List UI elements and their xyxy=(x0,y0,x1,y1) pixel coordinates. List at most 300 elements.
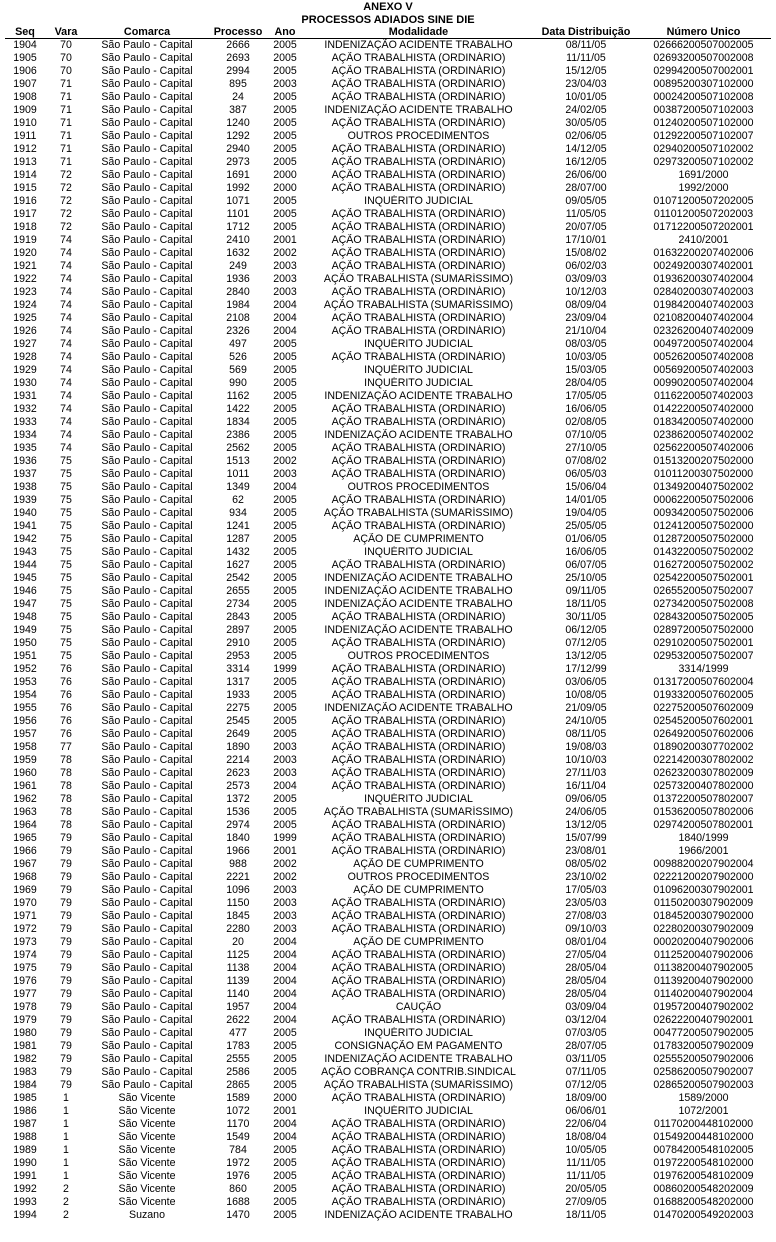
cell-comarca: São Paulo - Capital xyxy=(101,754,193,766)
cell-seq: 1946 xyxy=(13,585,37,597)
cell-modalidade: AÇÃO TRABALHISTA (ORDINÁRIO) xyxy=(331,988,506,1000)
cell-comarca: São Paulo - Capital xyxy=(101,598,193,610)
cell-seq: 1940 xyxy=(13,507,37,519)
cell-processo: 860 xyxy=(229,1183,247,1195)
table-row xyxy=(5,390,771,403)
cell-data-distribuicao: 16/06/05 xyxy=(565,546,607,558)
table-row xyxy=(5,494,771,507)
cell-numero-unico: 02280200307902009 xyxy=(653,923,754,935)
cell-vara: 74 xyxy=(60,377,72,389)
cell-seq: 1986 xyxy=(13,1105,37,1117)
cell-ano: 2003 xyxy=(273,273,297,285)
cell-seq: 1934 xyxy=(13,429,37,441)
cell-comarca: São Vicente xyxy=(118,1118,176,1130)
column-header-processo: Processo xyxy=(207,27,269,39)
cell-modalidade: INDENIZAÇÃO ACIDENTE TRABALHO xyxy=(324,429,513,441)
cell-vara: 74 xyxy=(60,312,72,324)
cell-comarca: São Paulo - Capital xyxy=(101,897,193,909)
cell-modalidade: AÇÃO TRABALHISTA (ORDINÁRIO) xyxy=(331,715,506,727)
cell-data-distribuicao: 08/09/04 xyxy=(565,299,607,311)
cell-processo: 934 xyxy=(229,507,247,519)
cell-ano: 2005 xyxy=(273,1079,297,1091)
cell-seq: 1970 xyxy=(13,897,37,909)
cell-seq: 1932 xyxy=(13,403,37,415)
cell-vara: 75 xyxy=(60,481,72,493)
cell-comarca: São Paulo - Capital xyxy=(101,663,193,675)
cell-vara: 70 xyxy=(60,39,72,51)
cell-data-distribuicao: 13/12/05 xyxy=(565,819,607,831)
cell-processo: 1890 xyxy=(226,741,250,753)
cell-ano: 2005 xyxy=(273,1040,297,1052)
cell-modalidade: AÇÃO TRABALHISTA (ORDINÁRIO) xyxy=(331,260,506,272)
table-row xyxy=(5,962,771,975)
cell-seq: 1916 xyxy=(13,195,37,207)
cell-ano: 2005 xyxy=(273,702,297,714)
cell-modalidade: INQUÉRITO JUDICIAL xyxy=(364,377,473,389)
cell-vara: 79 xyxy=(60,975,72,987)
cell-ano: 2003 xyxy=(273,260,297,272)
cell-processo: 1688 xyxy=(226,1196,250,1208)
cell-seq: 1941 xyxy=(13,520,37,532)
cell-modalidade: OUTROS PROCEDIMENTOS xyxy=(347,481,490,493)
cell-data-distribuicao: 11/05/05 xyxy=(565,208,607,220)
cell-modalidade: AÇÃO DE CUMPRIMENTO xyxy=(353,884,484,896)
cell-modalidade: AÇÃO TRABALHISTA (ORDINÁRIO) xyxy=(331,754,506,766)
cell-seq: 1917 xyxy=(13,208,37,220)
cell-comarca: São Paulo - Capital xyxy=(101,104,193,116)
column-header-seq: Seq xyxy=(5,27,45,39)
cell-numero-unico: 01432200507502002 xyxy=(653,546,754,558)
cell-numero-unico: 02865200507902003 xyxy=(653,1079,754,1091)
table-row xyxy=(5,364,771,377)
cell-data-distribuicao: 18/09/00 xyxy=(565,1092,607,1104)
cell-vara: 1 xyxy=(63,1118,69,1130)
cell-vara: 72 xyxy=(60,169,72,181)
cell-data-distribuicao: 11/11/05 xyxy=(566,52,606,64)
table-row xyxy=(5,559,771,572)
cell-comarca: São Paulo - Capital xyxy=(101,481,193,493)
cell-numero-unico: 02622200407902001 xyxy=(653,1014,754,1026)
cell-ano: 2005 xyxy=(273,650,297,662)
cell-processo: 497 xyxy=(229,338,247,350)
cell-modalidade: INDENIZAÇÃO ACIDENTE TRABALHO xyxy=(324,585,513,597)
cell-vara: 72 xyxy=(60,182,72,194)
cell-modalidade: AÇÃO TRABALHISTA (ORDINÁRIO) xyxy=(331,1144,506,1156)
cell-numero-unico: 01972200548102000 xyxy=(653,1157,754,1169)
cell-modalidade: AÇÃO TRABALHISTA (ORDINÁRIO) xyxy=(331,1170,506,1182)
cell-seq: 1905 xyxy=(13,52,37,64)
cell-numero-unico: 02586200507902007 xyxy=(653,1066,754,1078)
cell-ano: 2001 xyxy=(273,845,297,857)
cell-vara: 75 xyxy=(60,546,72,558)
cell-processo: 387 xyxy=(229,104,247,116)
cell-ano: 2004 xyxy=(273,949,297,961)
cell-vara: 71 xyxy=(60,156,72,168)
table-row xyxy=(5,533,771,546)
cell-processo: 2562 xyxy=(226,442,250,454)
cell-ano: 2005 xyxy=(273,546,297,558)
cell-processo: 2649 xyxy=(226,728,250,740)
cell-vara: 78 xyxy=(60,780,72,792)
cell-modalidade: AÇÃO TRABALHISTA (ORDINÁRIO) xyxy=(331,416,506,428)
cell-vara: 78 xyxy=(60,793,72,805)
cell-data-distribuicao: 10/01/05 xyxy=(565,91,607,103)
cell-processo: 1011 xyxy=(226,468,250,480)
cell-numero-unico: 02693200507002008 xyxy=(653,52,754,64)
cell-numero-unico: 00934200507502006 xyxy=(653,507,754,519)
cell-numero-unico: 01890200307702002 xyxy=(653,741,754,753)
cell-processo: 2386 xyxy=(226,429,250,441)
cell-seq: 1945 xyxy=(13,572,37,584)
cell-ano: 2002 xyxy=(273,858,297,870)
cell-comarca: São Paulo - Capital xyxy=(101,91,193,103)
cell-processo: 1349 xyxy=(226,481,250,493)
cell-modalidade: AÇÃO TRABALHISTA (SUMARÍSSIMO) xyxy=(323,1079,514,1091)
cell-seq: 1977 xyxy=(13,988,37,1000)
cell-vara: 79 xyxy=(60,845,72,857)
cell-ano: 2003 xyxy=(273,884,297,896)
cell-comarca: São Paulo - Capital xyxy=(101,312,193,324)
table-row xyxy=(5,1001,771,1014)
cell-ano: 2005 xyxy=(273,533,297,545)
cell-seq: 1979 xyxy=(13,1014,37,1026)
cell-modalidade: INDENIZAÇÃO ACIDENTE TRABALHO xyxy=(324,104,513,116)
cell-comarca: São Paulo - Capital xyxy=(101,1027,193,1039)
cell-processo: 1071 xyxy=(226,195,250,207)
cell-modalidade: AÇÃO TRABALHISTA (SUMARÍSSIMO) xyxy=(323,273,514,285)
table-row xyxy=(5,624,771,637)
cell-processo: 1470 xyxy=(226,1209,250,1221)
cell-numero-unico: 02108200407402004 xyxy=(653,312,754,324)
cell-numero-unico: 00020200407902006 xyxy=(653,936,754,948)
cell-processo: 2897 xyxy=(226,624,250,636)
cell-processo: 1162 xyxy=(226,390,250,402)
table-row xyxy=(5,767,771,780)
cell-seq: 1991 xyxy=(13,1170,37,1182)
cell-numero-unico: 02623200307802009 xyxy=(653,767,754,779)
cell-numero-unico: 01240200507102000 xyxy=(653,117,754,129)
cell-ano: 2005 xyxy=(273,104,297,116)
cell-comarca: São Paulo - Capital xyxy=(101,923,193,935)
cell-processo: 2573 xyxy=(226,780,250,792)
cell-modalidade: AÇÃO TRABALHISTA (SUMARÍSSIMO) xyxy=(323,299,514,311)
cell-vara: 71 xyxy=(60,104,72,116)
cell-data-distribuicao: 20/07/05 xyxy=(565,221,607,233)
cell-seq: 1960 xyxy=(13,767,37,779)
cell-numero-unico: 01150200307902009 xyxy=(653,897,754,909)
cell-numero-unico: 01470200549202003 xyxy=(653,1209,754,1221)
cell-numero-unico: 1840/1999 xyxy=(678,832,729,844)
cell-modalidade: AÇÃO TRABALHISTA (ORDINÁRIO) xyxy=(331,637,506,649)
cell-comarca: São Paulo - Capital xyxy=(101,377,193,389)
table-row xyxy=(5,156,771,169)
cell-seq: 1919 xyxy=(13,234,37,246)
cell-modalidade: AÇÃO DE CUMPRIMENTO xyxy=(353,858,484,870)
table-row xyxy=(5,897,771,910)
cell-processo: 2275 xyxy=(226,702,250,714)
cell-ano: 2005 xyxy=(273,221,297,233)
cell-vara: 75 xyxy=(60,468,72,480)
cell-numero-unico: 01011200307502000 xyxy=(653,468,754,480)
cell-comarca: São Paulo - Capital xyxy=(101,533,193,545)
cell-modalidade: AÇÃO TRABALHISTA (ORDINÁRIO) xyxy=(331,819,506,831)
cell-seq: 1938 xyxy=(13,481,37,493)
cell-modalidade: AÇÃO TRABALHISTA (ORDINÁRIO) xyxy=(331,468,506,480)
cell-vara: 79 xyxy=(60,832,72,844)
cell-comarca: São Vicente xyxy=(118,1183,176,1195)
cell-processo: 1549 xyxy=(226,1131,250,1143)
cell-ano: 2005 xyxy=(273,1027,297,1039)
column-header-comarca: Comarca xyxy=(87,27,207,39)
cell-seq: 1981 xyxy=(13,1040,37,1052)
cell-numero-unico: 01834200507402000 xyxy=(653,416,754,428)
cell-data-distribuicao: 19/08/03 xyxy=(565,741,607,753)
cell-data-distribuicao: 06/02/03 xyxy=(565,260,607,272)
table-row xyxy=(5,273,771,286)
cell-modalidade: INQUÉRITO JUDICIAL xyxy=(364,195,473,207)
table-row xyxy=(5,598,771,611)
cell-seq: 1988 xyxy=(13,1131,37,1143)
cell-vara: 76 xyxy=(60,728,72,740)
cell-comarca: São Paulo - Capital xyxy=(101,182,193,194)
cell-comarca: São Paulo - Capital xyxy=(101,1014,193,1026)
cell-processo: 784 xyxy=(229,1144,247,1156)
cell-modalidade: AÇÃO TRABALHISTA (ORDINÁRIO) xyxy=(331,780,506,792)
cell-numero-unico: 1589/2000 xyxy=(678,1092,729,1104)
table-row xyxy=(5,104,771,117)
table-row xyxy=(5,325,771,338)
cell-processo: 2973 xyxy=(226,156,250,168)
cell-seq: 1915 xyxy=(13,182,37,194)
cell-comarca: São Paulo - Capital xyxy=(101,559,193,571)
cell-modalidade: AÇÃO TRABALHISTA (ORDINÁRIO) xyxy=(331,949,506,961)
cell-numero-unico: 02326200407402009 xyxy=(653,325,754,337)
cell-data-distribuicao: 19/04/05 xyxy=(565,507,607,519)
cell-ano: 2004 xyxy=(273,1001,297,1013)
cell-processo: 2108 xyxy=(226,312,250,324)
cell-comarca: São Paulo - Capital xyxy=(101,247,193,259)
cell-modalidade: AÇÃO TRABALHISTA (ORDINÁRIO) xyxy=(331,91,506,103)
cell-modalidade: AÇÃO TRABALHISTA (ORDINÁRIO) xyxy=(331,1196,506,1208)
cell-comarca: São Paulo - Capital xyxy=(101,845,193,857)
cell-data-distribuicao: 08/01/04 xyxy=(565,936,607,948)
cell-seq: 1924 xyxy=(13,299,37,311)
cell-processo: 1992 xyxy=(226,182,250,194)
cell-vara: 76 xyxy=(60,676,72,688)
table-body xyxy=(5,39,771,1223)
cell-modalidade: AÇÃO TRABALHISTA (ORDINÁRIO) xyxy=(331,962,506,974)
cell-vara: 79 xyxy=(60,949,72,961)
cell-numero-unico: 01536200507802006 xyxy=(653,806,754,818)
cell-ano: 2003 xyxy=(273,78,297,90)
cell-data-distribuicao: 16/12/05 xyxy=(565,156,607,168)
cell-vara: 75 xyxy=(60,598,72,610)
cell-data-distribuicao: 20/05/05 xyxy=(565,1183,607,1195)
cell-processo: 1125 xyxy=(226,949,250,961)
cell-vara: 74 xyxy=(60,364,72,376)
cell-data-distribuicao: 28/05/04 xyxy=(565,962,607,974)
cell-comarca: São Paulo - Capital xyxy=(101,546,193,558)
cell-numero-unico: 02386200507402002 xyxy=(653,429,754,441)
cell-processo: 1632 xyxy=(226,247,250,259)
cell-modalidade: AÇÃO TRABALHISTA (ORDINÁRIO) xyxy=(331,65,506,77)
cell-ano: 2005 xyxy=(273,1157,297,1169)
document-title: ANEXO V xyxy=(363,1,413,13)
cell-modalidade: AÇÃO TRABALHISTA (ORDINÁRIO) xyxy=(331,663,506,675)
cell-seq: 1994 xyxy=(13,1209,37,1221)
cell-vara: 78 xyxy=(60,754,72,766)
cell-vara: 2 xyxy=(63,1209,69,1221)
table-row xyxy=(5,1183,771,1196)
cell-seq: 1949 xyxy=(13,624,37,636)
cell-modalidade: AÇÃO TRABALHISTA (ORDINÁRIO) xyxy=(331,1157,506,1169)
cell-ano: 2005 xyxy=(273,676,297,688)
cell-modalidade: AÇÃO TRABALHISTA (ORDINÁRIO) xyxy=(331,767,506,779)
cell-vara: 75 xyxy=(60,585,72,597)
cell-processo: 1845 xyxy=(226,910,250,922)
cell-ano: 1999 xyxy=(273,832,297,844)
cell-numero-unico: 01125200407902006 xyxy=(653,949,754,961)
cell-data-distribuicao: 24/10/05 xyxy=(565,715,607,727)
cell-data-distribuicao: 23/10/02 xyxy=(565,871,607,883)
cell-numero-unico: 01783200507902009 xyxy=(653,1040,754,1052)
cell-modalidade: AÇÃO TRABALHISTA (ORDINÁRIO) xyxy=(331,351,506,363)
cell-numero-unico: 02562200507402006 xyxy=(653,442,754,454)
cell-numero-unico: 00988200207902004 xyxy=(653,858,754,870)
table-row xyxy=(5,1170,771,1183)
cell-comarca: São Paulo - Capital xyxy=(101,780,193,792)
cell-vara: 1 xyxy=(63,1105,69,1117)
cell-data-distribuicao: 15/03/05 xyxy=(565,364,607,376)
cell-data-distribuicao: 15/06/04 xyxy=(565,481,607,493)
table-row xyxy=(5,52,771,65)
cell-vara: 75 xyxy=(60,650,72,662)
cell-seq: 1956 xyxy=(13,715,37,727)
cell-data-distribuicao: 08/11/05 xyxy=(565,39,607,51)
cell-modalidade: INDENIZAÇÃO ACIDENTE TRABALHO xyxy=(324,1209,513,1221)
table-row xyxy=(5,676,771,689)
cell-data-distribuicao: 03/12/04 xyxy=(565,1014,607,1026)
cell-seq: 1950 xyxy=(13,637,37,649)
cell-ano: 2005 xyxy=(273,52,297,64)
cell-vara: 74 xyxy=(60,403,72,415)
cell-numero-unico: 01138200407902005 xyxy=(653,962,754,974)
cell-processo: 2655 xyxy=(226,585,250,597)
cell-data-distribuicao: 28/05/04 xyxy=(565,988,607,1000)
table-row xyxy=(5,468,771,481)
table-row xyxy=(5,637,771,650)
cell-data-distribuicao: 23/04/03 xyxy=(565,78,607,90)
table-row xyxy=(5,143,771,156)
cell-vara: 79 xyxy=(60,884,72,896)
cell-comarca: São Paulo - Capital xyxy=(101,403,193,415)
cell-modalidade: AÇÃO TRABALHISTA (ORDINÁRIO) xyxy=(331,689,506,701)
cell-comarca: São Paulo - Capital xyxy=(101,741,193,753)
cell-comarca: São Paulo - Capital xyxy=(101,468,193,480)
cell-modalidade: AÇÃO TRABALHISTA (ORDINÁRIO) xyxy=(331,520,506,532)
header-row xyxy=(5,27,771,39)
cell-comarca: São Paulo - Capital xyxy=(101,429,193,441)
cell-vara: 76 xyxy=(60,663,72,675)
cell-seq: 1964 xyxy=(13,819,37,831)
table-row xyxy=(5,234,771,247)
cell-numero-unico: 01632200207402006 xyxy=(653,247,754,259)
cell-modalidade: AÇÃO COBRANÇA CONTRIB.SINDICAL xyxy=(321,1066,516,1078)
cell-seq: 1907 xyxy=(13,78,37,90)
cell-data-distribuicao: 25/05/05 xyxy=(565,520,607,532)
cell-modalidade: AÇÃO TRABALHISTA (ORDINÁRIO) xyxy=(331,741,506,753)
cell-vara: 75 xyxy=(60,611,72,623)
cell-modalidade: AÇÃO TRABALHISTA (ORDINÁRIO) xyxy=(331,312,506,324)
cell-comarca: São Paulo - Capital xyxy=(101,728,193,740)
table-row xyxy=(5,884,771,897)
cell-seq: 1922 xyxy=(13,273,37,285)
cell-numero-unico: 2410/2001 xyxy=(678,234,729,246)
table-row xyxy=(5,169,771,182)
cell-vara: 70 xyxy=(60,65,72,77)
table-row xyxy=(5,754,771,767)
cell-seq: 1953 xyxy=(13,676,37,688)
cell-seq: 1993 xyxy=(13,1196,37,1208)
table-row xyxy=(5,1027,771,1040)
table-row xyxy=(5,429,771,442)
cell-seq: 1944 xyxy=(13,559,37,571)
cell-data-distribuicao: 17/12/99 xyxy=(565,663,607,675)
cell-ano: 2005 xyxy=(273,364,297,376)
cell-modalidade: INDENIZAÇÃO ACIDENTE TRABALHO xyxy=(324,702,513,714)
cell-numero-unico: 01957200407902002 xyxy=(653,1001,754,1013)
cell-vara: 75 xyxy=(60,520,72,532)
cell-seq: 1958 xyxy=(13,741,37,753)
cell-numero-unico: 02666200507002005 xyxy=(653,39,754,51)
cell-numero-unico: 02275200507602009 xyxy=(653,702,754,714)
cell-modalidade: AÇÃO TRABALHISTA (ORDINÁRIO) xyxy=(331,182,506,194)
cell-comarca: São Paulo - Capital xyxy=(101,936,193,948)
cell-ano: 2005 xyxy=(273,1144,297,1156)
cell-ano: 2003 xyxy=(273,468,297,480)
cell-comarca: São Paulo - Capital xyxy=(101,390,193,402)
cell-modalidade: AÇÃO TRABALHISTA (ORDINÁRIO) xyxy=(331,1131,506,1143)
cell-ano: 2005 xyxy=(273,637,297,649)
cell-processo: 2953 xyxy=(226,650,250,662)
cell-numero-unico: 01976200548102009 xyxy=(653,1170,754,1182)
cell-ano: 2003 xyxy=(273,923,297,935)
cell-seq: 1976 xyxy=(13,975,37,987)
cell-data-distribuicao: 23/09/04 xyxy=(565,312,607,324)
table-row xyxy=(5,78,771,91)
table-row xyxy=(5,923,771,936)
cell-vara: 75 xyxy=(60,637,72,649)
cell-seq: 1912 xyxy=(13,143,37,155)
cell-processo: 1513 xyxy=(226,455,250,467)
process-table xyxy=(5,27,771,1222)
document-header xyxy=(0,0,776,27)
cell-processo: 1834 xyxy=(226,416,250,428)
cell-comarca: São Paulo - Capital xyxy=(101,65,193,77)
cell-numero-unico: 02573200407802000 xyxy=(653,780,754,792)
cell-modalidade: INDENIZAÇÃO ACIDENTE TRABALHO xyxy=(324,598,513,610)
column-header-numero-unico: Número Único xyxy=(636,27,771,39)
table-row xyxy=(5,988,771,1001)
cell-seq: 1913 xyxy=(13,156,37,168)
cell-seq: 1926 xyxy=(13,325,37,337)
table-row xyxy=(5,949,771,962)
cell-comarca: São Paulo - Capital xyxy=(101,364,193,376)
cell-ano: 2005 xyxy=(273,624,297,636)
cell-comarca: São Paulo - Capital xyxy=(101,416,193,428)
cell-seq: 1983 xyxy=(13,1066,37,1078)
cell-numero-unico: 02953200507502007 xyxy=(653,650,754,662)
